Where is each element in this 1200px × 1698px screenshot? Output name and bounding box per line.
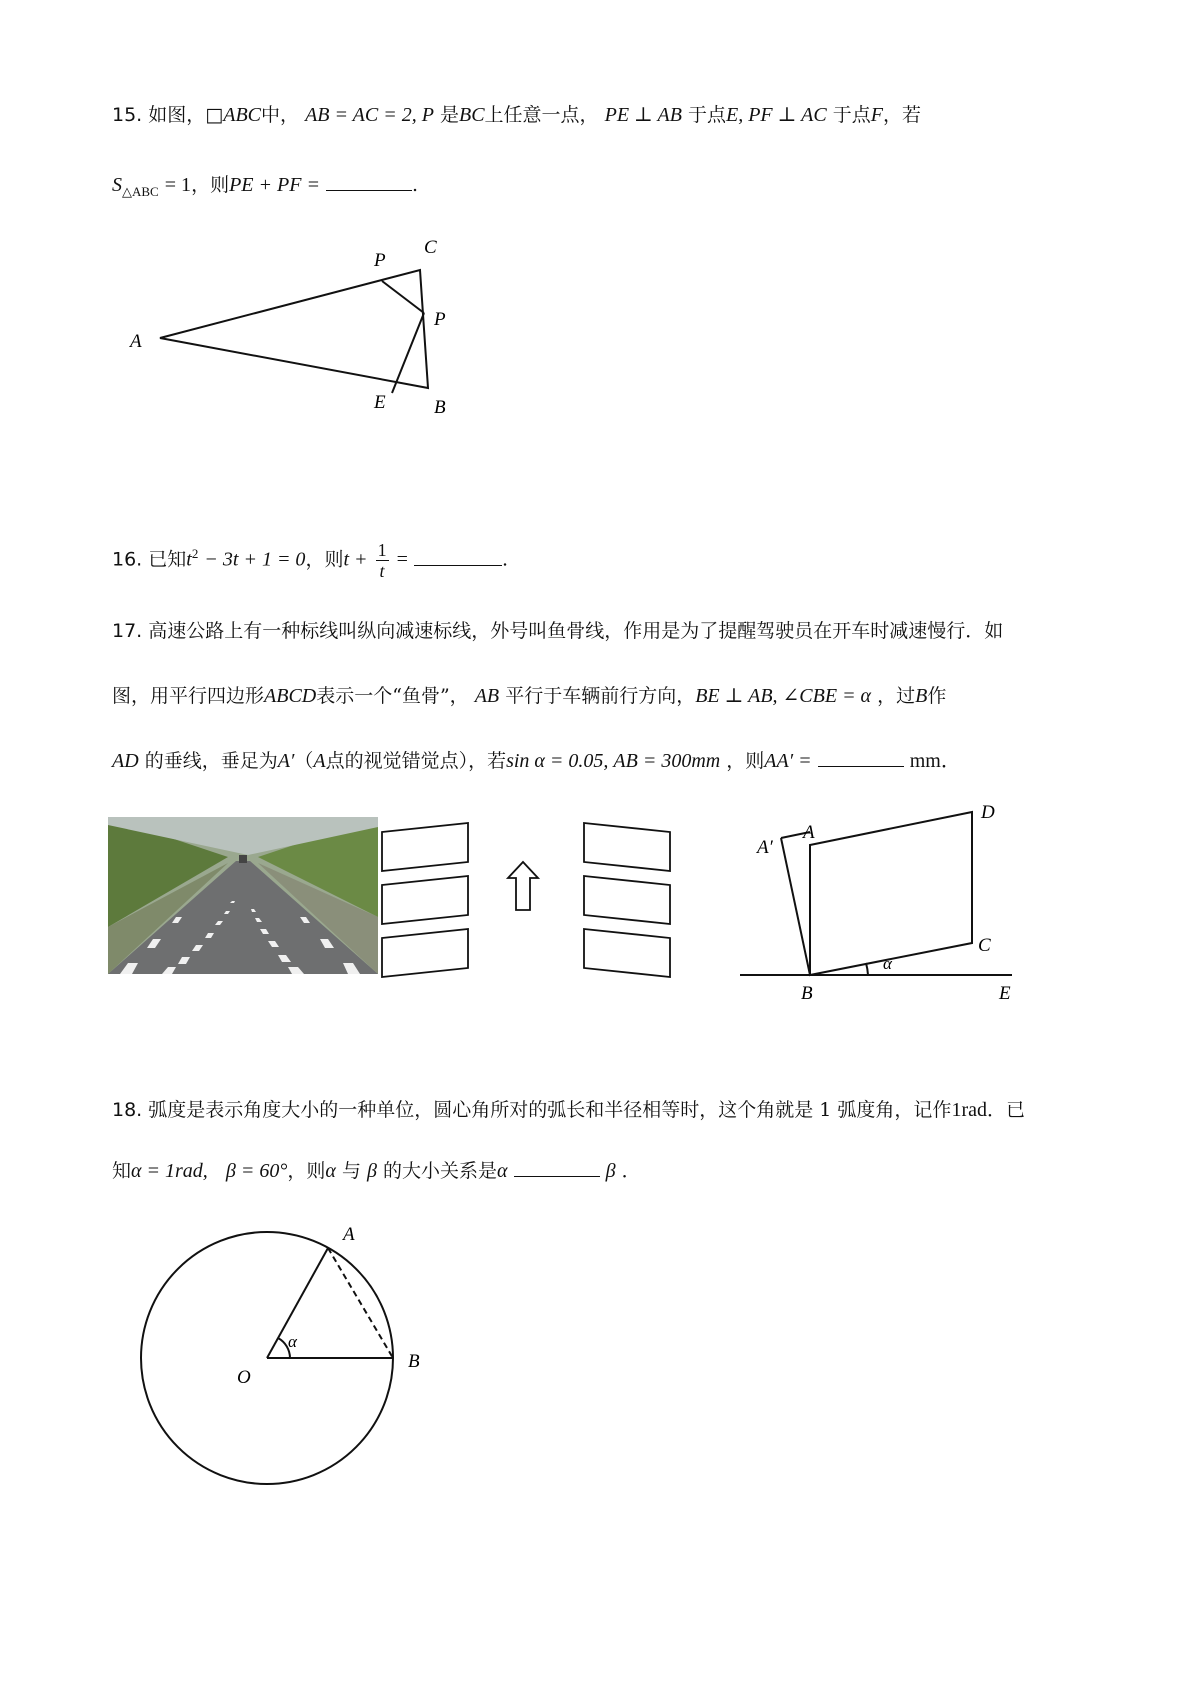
q17-label-b: B (801, 983, 813, 1004)
q15-end: . (411, 174, 419, 196)
q17-text-2b: 表示一个“鱼骨”， (316, 685, 469, 707)
q17-label-e: E (999, 983, 1011, 1004)
q15-shi: 是 (439, 104, 459, 126)
q15-label-a: A (130, 331, 142, 352)
q17-unit: mm． (909, 750, 961, 772)
q18-label-o: O (237, 1367, 251, 1388)
q18-text-1-end: ．已 (986, 1099, 1025, 1121)
q17-condition: BE ⊥ AB, ∠CBE = α (695, 685, 872, 707)
q15-pe-perp-ab: PE ⊥ AB (604, 104, 682, 126)
q17-text-2d: ，过 (877, 685, 916, 707)
q15-text-intro: 如图， (148, 104, 206, 126)
q17-label-a-prime: A′ (757, 837, 773, 858)
q15-bc: BC (458, 104, 485, 126)
q17-number: 17. (112, 620, 143, 642)
q18-zhi: 知 (112, 1160, 132, 1182)
q18-yu: 与 (341, 1160, 361, 1182)
q17-abcd: ABCD (264, 685, 317, 707)
q18-number: 18. (112, 1099, 143, 1121)
q17-text-2c: 平行于车辆前行方向， (505, 685, 696, 707)
q17-ab: AB (474, 685, 500, 707)
q17-text-2a: 图，用平行四边形 (112, 685, 265, 707)
q17-text-1: 高速公路上有一种标线叫纵向减速标线，外号叫鱼骨线，作用是为了提醒驾驶员在开车时减速慢行．如 (148, 620, 1004, 642)
q18-label-alpha: α (288, 1332, 297, 1351)
q18-text-1: 弧度是表示角度大小的一种单位，圆心角所对的弧长和半径相等时，这个角就是 1 弧度角，记作 (148, 1099, 952, 1121)
q18-beta-value: β = 60° (225, 1160, 288, 1182)
q15-renyi: 上任意一点， (484, 104, 599, 126)
q15-area-symbol: S (112, 174, 122, 196)
q18-relation-text: 的大小关系是 (383, 1160, 498, 1182)
q18-label-b: B (408, 1351, 420, 1372)
q15-e-pf-perp-ac: E, PF ⊥ AC (726, 104, 827, 126)
q15-yudian-e: 于点 (687, 104, 726, 126)
q15-zhong: 中， (261, 104, 300, 126)
q15-f: F (870, 104, 883, 126)
q18-rad: 1rad (951, 1099, 987, 1121)
q15-label-p-top: P (374, 250, 386, 271)
q17-text-3a: 的垂线，垂足为 (144, 750, 278, 772)
q18-label-a: A (343, 1224, 355, 1245)
q15-condition: AB = AC = 2, P (305, 104, 434, 126)
q17-text-3c: 点的视觉错觉点），若 (325, 750, 507, 772)
q17-text-2e: 作 (927, 685, 947, 707)
q15-label-p-right: P (434, 309, 446, 330)
q18-alpha-2: α (497, 1160, 508, 1182)
q16-end: . (501, 548, 508, 571)
q15-ruo: ，若 (882, 104, 921, 126)
q16-fraction-numerator: 1 (377, 540, 387, 560)
q15-area-value: = 1 (164, 174, 192, 196)
q17-label-alpha: α (883, 954, 892, 973)
q17-sin-condition: sin α = 0.05, AB = 300mm (506, 750, 721, 772)
q17-aa-prime: AA′ = (764, 750, 812, 772)
q18-alpha-value: α = 1rad, (131, 1160, 208, 1182)
q18-beta-2: β (605, 1160, 616, 1182)
q15-label-b: B (434, 397, 446, 418)
q16-fraction-denominator: t (379, 561, 385, 581)
q17-label-d: D (981, 802, 995, 823)
q17-label-a: A (803, 822, 815, 843)
q17-ad: AD (112, 750, 139, 772)
q17-b: B (915, 685, 928, 707)
q17-text-3d: ，则 (726, 750, 765, 772)
q15-yudian-f: 于点 (832, 104, 871, 126)
q15-ze: ，则 (191, 174, 230, 196)
q15-triangle-name: ABC (223, 104, 262, 126)
q18-radius-oa (267, 1248, 328, 1358)
q16-exponent: 2 (191, 546, 199, 562)
q18-beta: β (367, 1160, 377, 1182)
q15-number: 15. (112, 104, 143, 126)
q16-equals: = (396, 548, 408, 571)
q16-t: t (186, 548, 192, 571)
q15-label-c: C (424, 237, 437, 258)
q15-area-subscript: △ABC (122, 183, 159, 199)
q15-box-glyph: □ (205, 104, 224, 126)
q18-chord-ab (328, 1248, 393, 1358)
q16-ze: ，则 (305, 548, 344, 571)
q17-a-prime: A′ (277, 750, 295, 772)
q15-label-e: E (374, 392, 386, 413)
q18-ze: ，则 (287, 1160, 326, 1182)
q16-number: 16. (112, 548, 143, 571)
q17-a-italic: A (313, 750, 326, 772)
q16-t-plus: t + (343, 548, 368, 571)
q18-end: ． (621, 1160, 641, 1182)
q17-label-c: C (978, 935, 991, 956)
q16-yizhi: 已知 (148, 548, 187, 571)
q17-text-3b: （ (294, 750, 314, 772)
q18-alpha: α (325, 1160, 336, 1182)
q16-equation-rest: − 3t + 1 = 0 (204, 548, 306, 571)
q15-expression: PE + PF = (229, 174, 320, 196)
